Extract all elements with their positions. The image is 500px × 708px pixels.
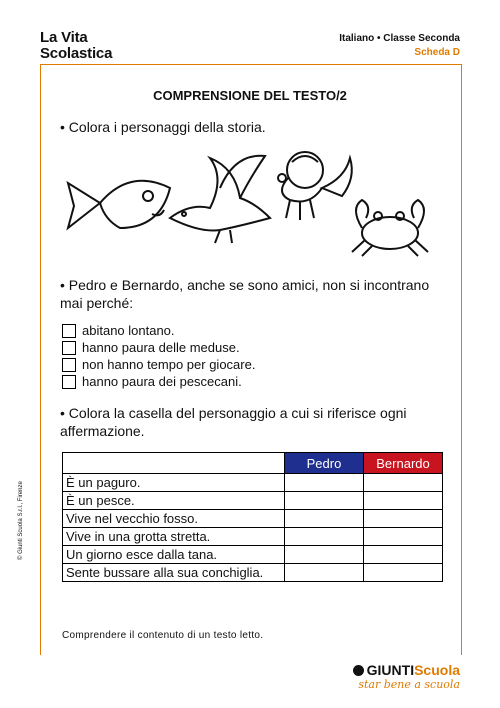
table-row: È un pesce. [63,492,443,510]
seagull-icon [170,156,270,243]
header-pedro: Pedro [285,453,364,474]
pedro-cell[interactable] [285,492,364,510]
logo-line1: La Vita [40,29,88,46]
table-row: Un giorno esce dalla tana. [63,546,443,564]
crab-icon [352,200,428,256]
bernardo-cell[interactable] [364,492,443,510]
logo-line2: Scolastica [40,45,113,62]
table-row: Vive nel vecchio fosso. [63,510,443,528]
checkbox[interactable] [62,324,76,338]
checkbox[interactable] [62,341,76,355]
bernardo-cell[interactable] [364,510,443,528]
pedro-cell[interactable] [285,474,364,492]
bernardo-cell[interactable] [364,546,443,564]
fish-icon [68,181,170,228]
option-item[interactable]: abitano lontano. [62,322,255,339]
bernardo-cell[interactable] [364,474,443,492]
subject-label: Italiano • Classe Seconda [339,33,460,44]
table-row: È un paguro. [63,474,443,492]
pedro-cell[interactable] [285,564,364,582]
option-item[interactable]: hanno paura dei pescecani. [62,373,255,390]
table-row: Sente bussare alla sua conchiglia. [63,564,443,582]
checkbox[interactable] [62,358,76,372]
option-item[interactable]: hanno paura delle meduse. [62,339,255,356]
table-row: Vive in una grotta stretta. [63,528,443,546]
question-2: • Pedro e Bernardo, anche se sono amici, non si incontrano mai perché: [60,277,430,311]
checkbox[interactable] [62,375,76,389]
answers-table [62,452,443,582]
hermit-crab-icon [278,152,352,220]
bernardo-cell[interactable] [364,564,443,582]
question-1: • Colora i personaggi della storia. [60,119,266,135]
giunti-logo-icon [353,665,364,676]
table-header-row [63,453,443,474]
sheet-label: Scheda D [414,47,460,58]
header-bernardo: Bernardo [364,453,443,474]
header-info [339,32,460,60]
logo [40,30,112,62]
characters-illustration [60,148,440,258]
option-item[interactable]: non hanno tempo per giocare. [62,356,255,373]
objective-footnote: Comprendere il contenuto di un testo letto. [62,630,264,641]
brand-tagline: star bene a scuola [358,678,460,691]
bernardo-cell[interactable] [364,528,443,546]
publisher-brand: GIUNTIScuola star bene a scuola [353,662,460,691]
pedro-cell[interactable] [285,528,364,546]
pedro-cell[interactable] [285,510,364,528]
options-list [62,322,255,390]
copyright: © Giunti Scuola S.r.l., Firenze [18,481,24,560]
pedro-cell[interactable] [285,546,364,564]
question-3: • Colora la casella del personaggio a cui si riferisce ogni affermazione. [60,405,407,439]
header-empty [63,453,285,474]
page-title: COMPRENSIONE DEL TESTO/2 [153,88,347,103]
